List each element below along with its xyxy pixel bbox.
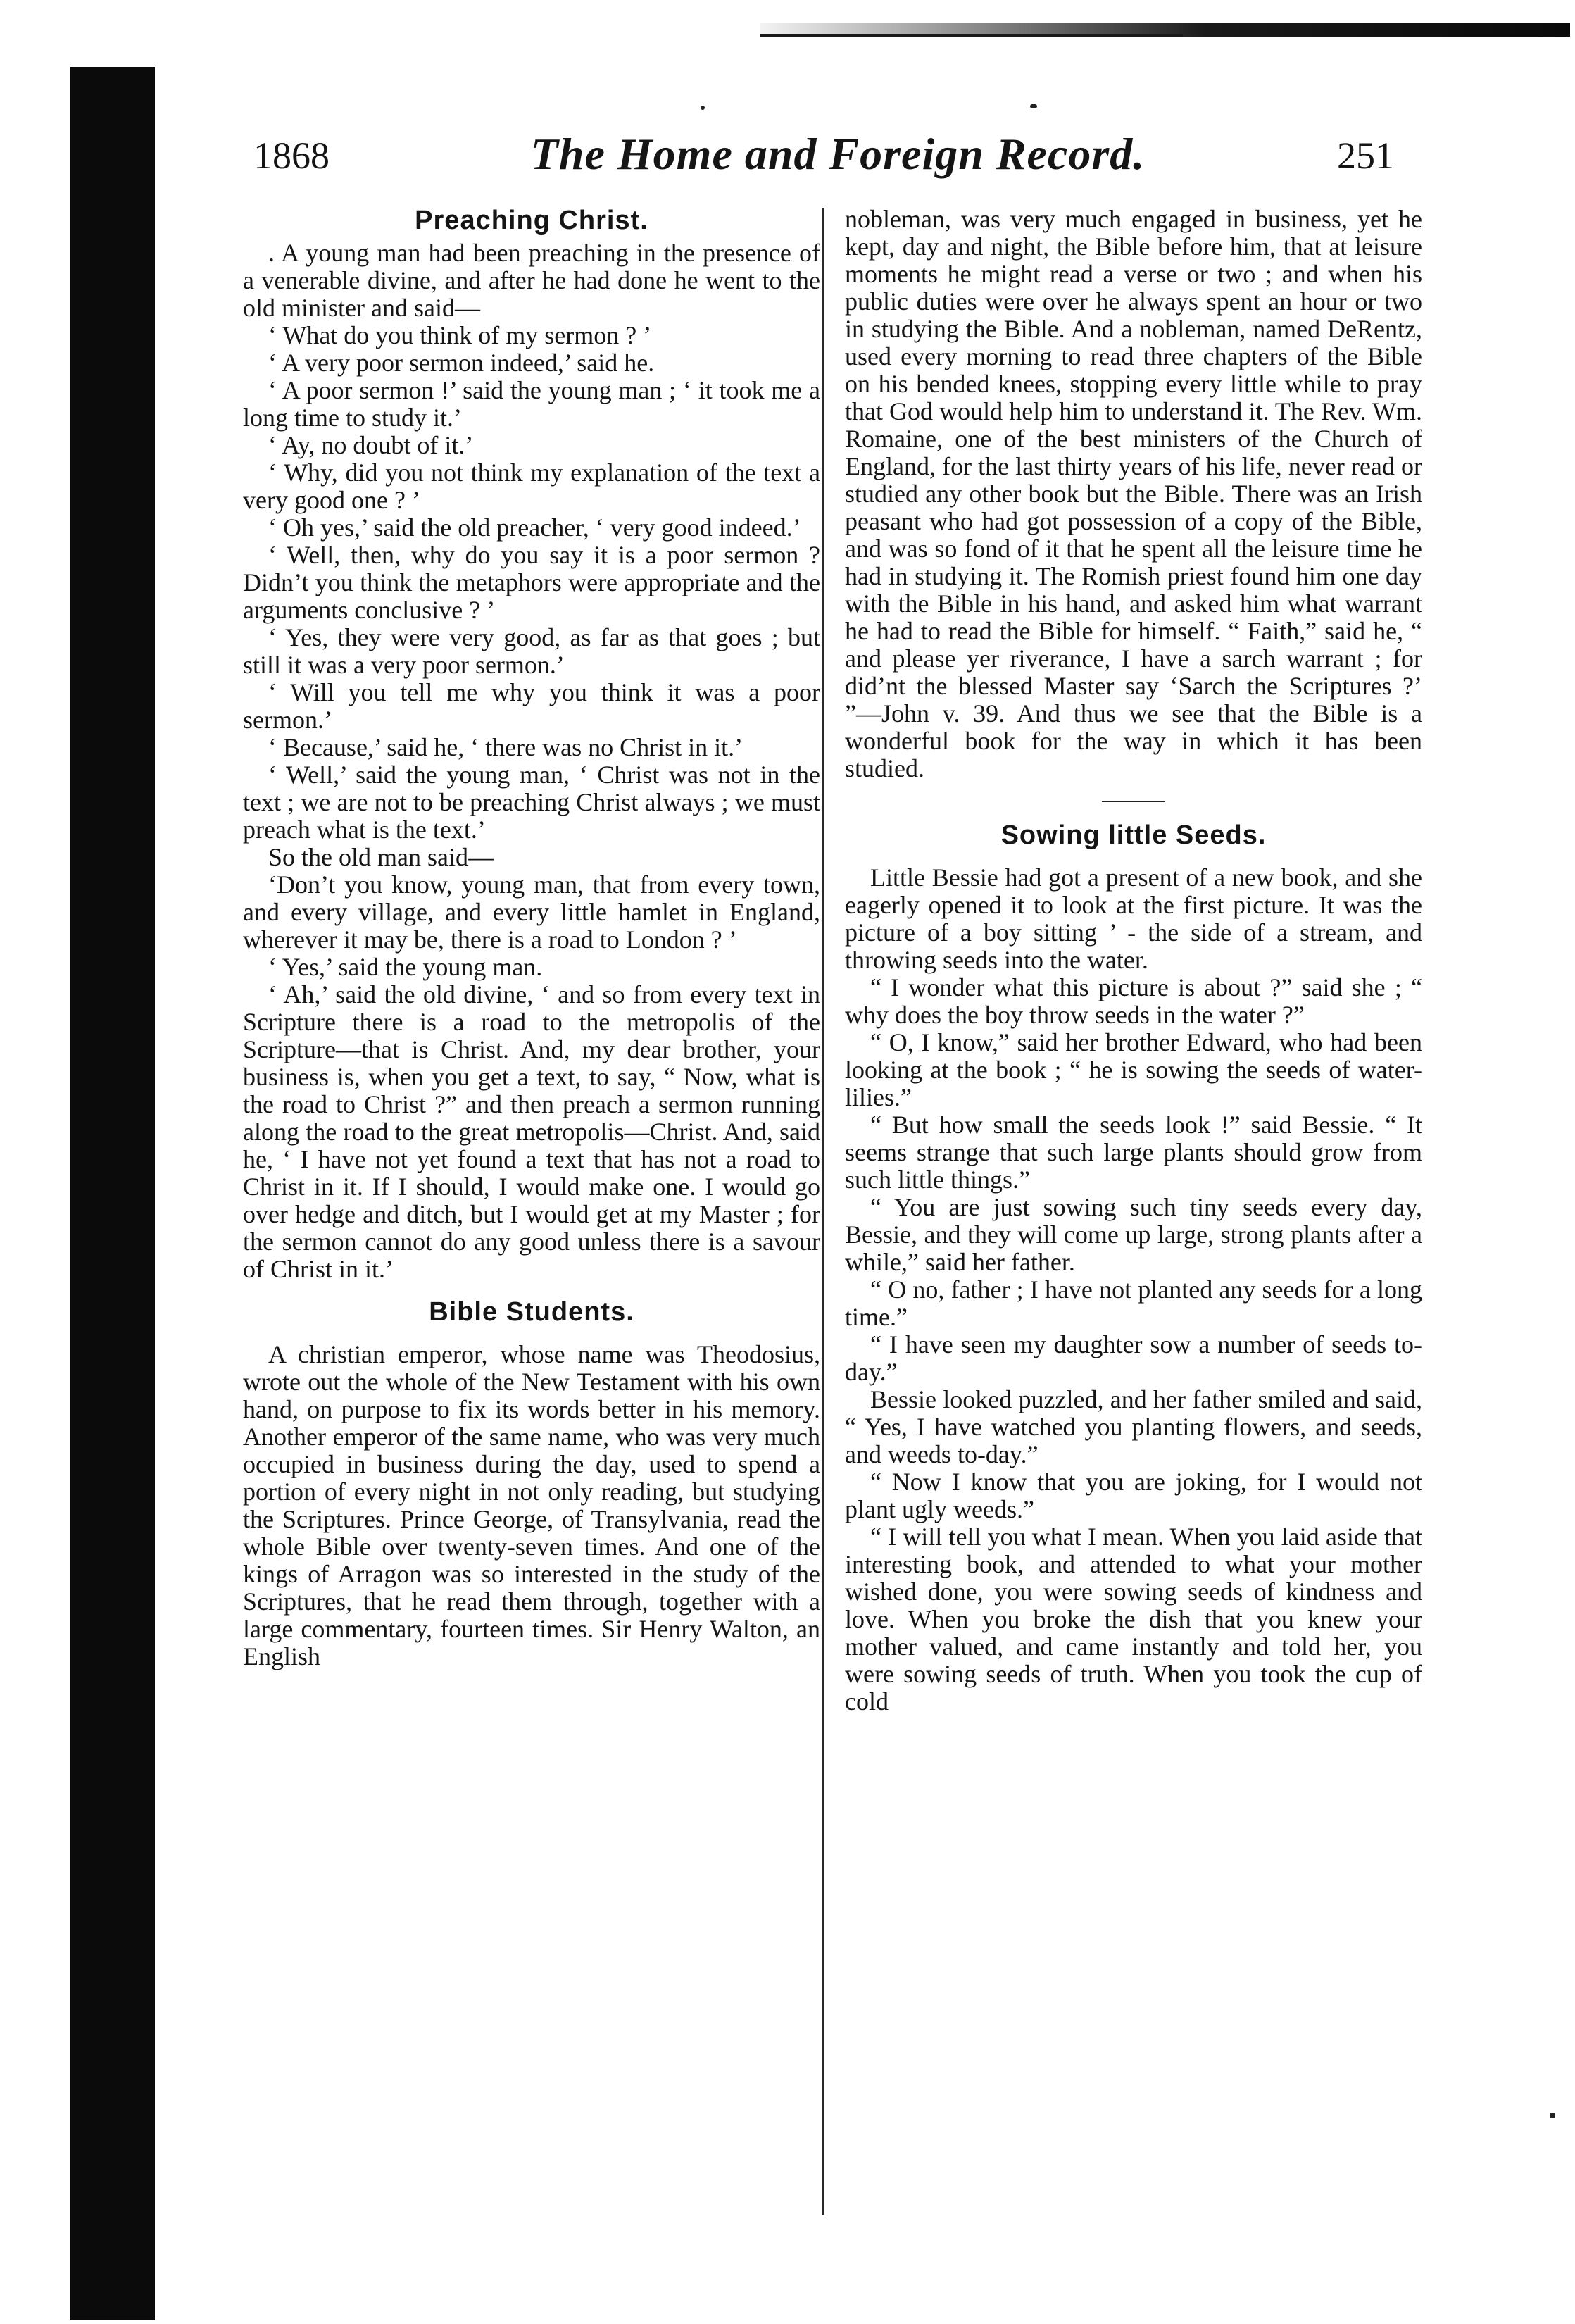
article-paragraph: Little Bessie had got a present of a new book, and she eagerly opened it to look at the first picture. It was the picture of a boy sitting ’ ‑ the side of a stream, and throwing seeds into the water. (845, 863, 1422, 974)
article-paragraph: ‘ What do you think of my sermon ? ’ (268, 321, 652, 349)
article-title-preaching-christ: Preaching Christ. (415, 206, 648, 235)
header-page-number: 251 (1337, 135, 1394, 177)
article-paragraph: “ O no, father ; I have not planted any seeds for a long time.” (845, 1275, 1422, 1331)
article-paragraph: ‘ Well, then, why do you say it is a poor sermon ? Didn’t you think the metaphors were appropriate and the arguments conclusive ? ’ (243, 541, 820, 624)
article-paragraph: ‘ Well,’ said the young man, ‘ Christ was not in the text ; we are not to be preaching Christ always ; we must preach what is the text.’ (243, 761, 820, 844)
article-paragraph: “ I wonder what this picture is about ?” said she ; “ why does the boy throw seeds in the water ?” (845, 973, 1422, 1029)
article-paragraph: ‘ Yes,’ said the young man. (268, 953, 543, 981)
header-year: 1868 (253, 135, 330, 177)
title-gap (243, 1331, 820, 1341)
article-paragraph: “ But how small the seeds look !” said Bessie. “ It seems strange that such large plants should grow from such little things.” (845, 1111, 1422, 1194)
article-paragraph: ‘ Because,’ said he, ‘ there was no Christ in it.’ (268, 733, 743, 761)
column-divider (822, 208, 824, 2215)
section-separator (1102, 801, 1165, 802)
article-paragraph: ‘ Will you tell me why you think it was a poor sermon.’ (243, 678, 820, 734)
title-gap (845, 854, 1422, 864)
article-paragraph: “ I will tell you what I mean. When you laid aside that interesting book, and attended to what your mother wished done, you were sowing seeds of kindness and love. When you broke the dish that you knew your mother valued, and came instantly and told her, you were sowing seeds of truth. When you took the cup of cold (845, 1523, 1422, 1716)
article-paragraph: “ O, I know,” said her brother Edward, who had been looking at the book ; “ he is sowing the seeds of water-lilies.” (845, 1028, 1422, 1111)
article-paragraph: ‘ Ah,’ said the old divine, ‘ and so from every text in Scripture there is a road to the metropolis of the Scripture—that is Christ. And, my dear brother, your business is, when you get a text, to say, “ Now, what is the road to Christ ?” and then preach a sermon running along the road to the great metropolis—Christ. And, said he, ‘ I have not yet found a text that has not a road to Christ in it. If I should, I would make one. I would go over hedge and ditch, but I would get at my Master ; for the sermon cannot do any good unless there is a savour of Christ in it.’ (243, 980, 820, 1283)
margin-speck (1550, 2113, 1555, 2118)
article-paragraph: “ Now I know that you are joking, for I would not plant ugly weeds.” (845, 1468, 1422, 1523)
article-paragraph: . A young man had been preaching in the presence of a venerable divine, and after he had done he went to the old minister and said— (243, 239, 820, 322)
article-title-sowing-little-seeds: Sowing little Seeds. (1000, 820, 1267, 850)
article-paragraph: ‘ Ay, no doubt of it.’ (268, 431, 474, 459)
header-masthead: The Home and Foreign Record. (530, 129, 1146, 179)
binding-edge (70, 67, 155, 2320)
article-paragraph-continued: nobleman, was very much engaged in business, yet he kept, day and night, the Bible before him, that at leisure moments he might read a verse or two ; and when his public duties were over he always spent an hour or two in studying the Bible. And a nobleman, named DeRentz, used every morning to read three chapters of the Bible on his bended knees, stopping every little while to pray that God would help him to understand it. The Rev. Wm. Romaine, one of the best ministers of the Church of England, for the last thirty years of his life, never read or studied any other book but the Bible. There was an Irish peasant who had got possession of a copy of the Bible, and was so fond of it that he spent all the leisure time he had in studying it. The Romish priest found him one day with the Bible in his hand, and asked him what warrant he had to read the Bible for himself. “ Faith,” said he, “ and please yer riverance, I have a sarch warrant ; for did’nt the blessed Master say ‘Sarch the Scriptures ?’ ”—John v. 39. And thus we see that the Bible is a wonderful book for the way in which it has been studied. (845, 205, 1422, 782)
page-header (239, 127, 1408, 190)
article-paragraph: ‘Don’t you know, young man, that from every town, and every village, and every little hamlet in England, wherever it may be, there is a road to London ? ’ (243, 870, 820, 954)
article-paragraph: ‘ A very poor sermon indeed,’ said he. (268, 349, 655, 377)
article-title-bible-students: Bible Students. (429, 1297, 634, 1327)
top-rule-thin (760, 34, 1183, 37)
article-paragraph: A christian emperor, whose name was Theodosius, wrote out the whole of the New Testament with his own hand, on purpose to fix its words better in his memory. Another emperor of the same name, who was very much occupied in business during the day, used to spend a portion of every night in not only reading, but studying the Scriptures. Prince George, of Transylvania, read the whole Bible over twenty-seven times. And one of the kings of Arragon was so interested in the study of the Scriptures, that he read them through, together with a large commentary, fourteen times. Sir Henry Walton, an English (243, 1340, 820, 1670)
article-paragraph: “ I have seen my daughter sow a number of seeds to-day.” (845, 1330, 1422, 1386)
right-column (845, 206, 1422, 1716)
ink-speck (701, 106, 705, 110)
article-paragraph: So the old man said— (268, 843, 494, 871)
ink-speck (1030, 104, 1037, 108)
left-column (243, 206, 820, 1670)
article-paragraph: ‘ Oh yes,’ said the old preacher, ‘ very good indeed.’ (268, 513, 801, 542)
article-paragraph: ‘ Why, did you not think my explanation of the text a very good one ? ’ (243, 458, 820, 514)
article-paragraph: ‘ A poor sermon !’ said the young man ; ‘ it took me a long time to study it.’ (243, 376, 820, 432)
article-paragraph: ‘ Yes, they were very good, as far as that goes ; but still it was a very poor sermon.’ (243, 623, 820, 679)
article-paragraph: “ You are just sowing such tiny seeds every day, Bessie, and they will come up large, strong plants after a while,” said her father. (845, 1193, 1422, 1276)
article-paragraph: Bessie looked puzzled, and her father smiled and said, “ Yes, I have watched you planting flowers, and seeds, and weeds to-day.” (845, 1385, 1422, 1468)
